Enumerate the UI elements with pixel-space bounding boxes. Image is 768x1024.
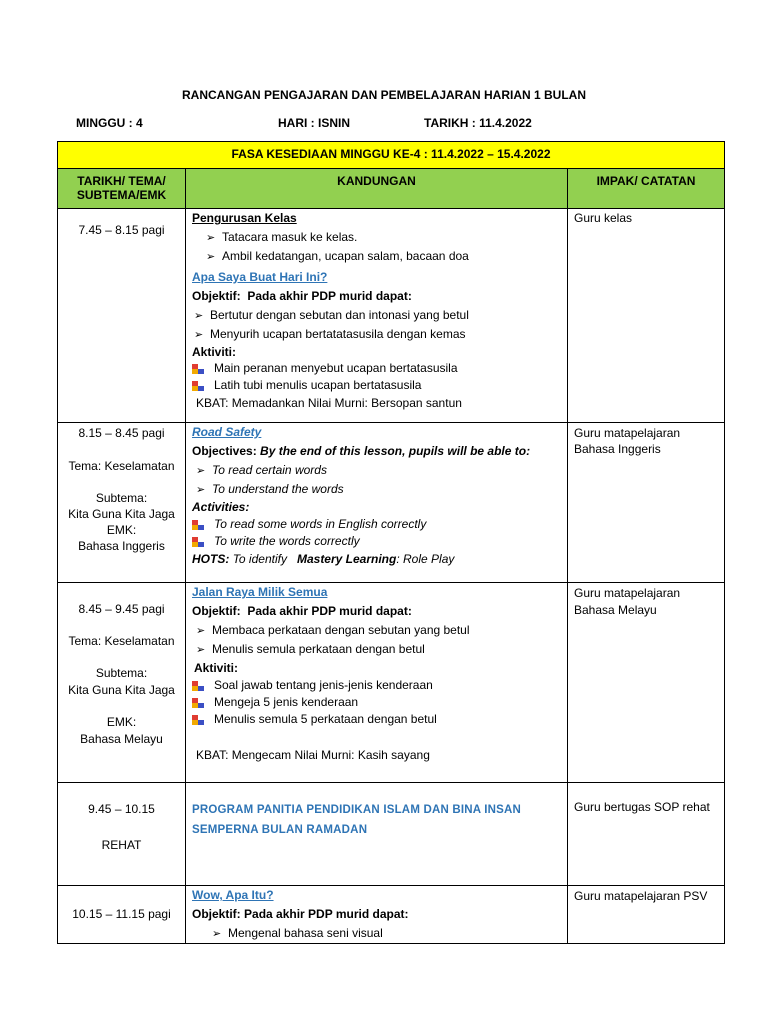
subtheme-value: Kita Guna Kita Jaga bbox=[68, 683, 175, 697]
flag-bullet-icon bbox=[192, 520, 204, 530]
objective-line: Objektif: Pada akhir PDP murid dapat: bbox=[192, 907, 409, 921]
list-item: ➢ Tatacara masuk ke kelas. bbox=[192, 228, 567, 247]
day-label: HARI : ISNIN bbox=[278, 116, 350, 130]
kbat-line: KBAT: Memadankan Nilai Murni: Bersopan santun bbox=[196, 396, 462, 410]
table-row bbox=[58, 783, 725, 886]
arrow-bullet-icon: ➢ bbox=[212, 928, 222, 940]
flag-bullet-icon bbox=[192, 381, 204, 391]
time-slot: 8.45 – 9.45 pagi bbox=[78, 602, 165, 616]
lesson-title: Apa Saya Buat Hari Ini? bbox=[192, 270, 328, 284]
arrow-bullet-icon: ➢ bbox=[196, 465, 206, 477]
kbat-line: KBAT: Mengecam Nilai Murni: Kasih sayang bbox=[196, 748, 430, 762]
list-item: Mengeja 5 jenis kenderaan bbox=[192, 694, 567, 711]
impact-note: Guru kelas bbox=[574, 211, 633, 225]
impact-note: Guru matapelajaran Bahasa Melayu bbox=[574, 586, 681, 617]
time-slot: 7.45 – 8.15 pagi bbox=[78, 223, 165, 237]
emk-value: Bahasa Inggeris bbox=[78, 539, 165, 553]
program-line: PROGRAM PANITIA PENDIDIKAN ISLAM DAN BINA INSAN bbox=[192, 804, 522, 816]
column-header-content: KANDUNGAN bbox=[186, 169, 568, 209]
table-row bbox=[58, 423, 725, 583]
phase-header: FASA KESEDIAAN MINGGU KE-4 : 11.4.2022 – 15.4.2022 bbox=[58, 142, 725, 169]
list-item: ➢ Ambil kedatangan, ucapan salam, bacaan doa bbox=[192, 247, 567, 266]
time-slot: 9.45 – 10.15 bbox=[88, 802, 155, 816]
lesson-title: Jalan Raya Milik Semua bbox=[192, 585, 328, 599]
time-slot: 10.15 – 11.15 pagi bbox=[72, 907, 171, 921]
column-header-date: TARIKH/ TEMA/ SUBTEMA/EMK bbox=[58, 169, 186, 209]
arrow-bullet-icon: ➢ bbox=[206, 251, 216, 263]
column-header-impact: IMPAK/ CATATAN bbox=[568, 169, 725, 209]
activity-label: Aktiviti: bbox=[192, 345, 237, 359]
arrow-bullet-icon: ➢ bbox=[194, 310, 204, 322]
emk-value: Bahasa Melayu bbox=[80, 732, 163, 746]
arrow-bullet-icon: ➢ bbox=[206, 232, 216, 244]
subtheme-label: Subtema: bbox=[95, 491, 148, 505]
arrow-bullet-icon: ➢ bbox=[196, 625, 206, 637]
arrow-bullet-icon: ➢ bbox=[196, 484, 206, 496]
list-item: ➢ Membaca perkataan dengan sebutan yang betul bbox=[192, 621, 567, 640]
hots-line: HOTS: To identify Mastery Learning: Role Play bbox=[192, 552, 455, 566]
list-item: ➢ To understand the words bbox=[192, 480, 567, 499]
time-slot: 8.15 – 8.45 pagi bbox=[78, 426, 165, 440]
lesson-plan-table bbox=[57, 141, 725, 944]
week-label: MINGGU : 4 bbox=[76, 116, 143, 130]
break-label: REHAT bbox=[101, 838, 142, 852]
list-item: ➢ Menulis semula perkataan dengan betul bbox=[192, 640, 567, 659]
list-item: To read some words in English correctly bbox=[192, 516, 567, 533]
list-item: ➢ Menyurih ucapan bertatatasusila dengan kemas bbox=[192, 325, 567, 344]
activity-label: Aktiviti: bbox=[194, 661, 239, 675]
list-item: ➢ Bertutur dengan sebutan dan intonasi yang betul bbox=[192, 306, 567, 325]
flag-bullet-icon bbox=[192, 681, 204, 691]
impact-note: Guru matapelajaran PSV bbox=[574, 889, 708, 903]
list-item: Soal jawab tentang jenis-jenis kenderaan bbox=[192, 677, 567, 694]
list-item: Main peranan menyebut ucapan bertatasusila bbox=[192, 360, 567, 377]
table-row bbox=[58, 209, 725, 423]
impact-note: Guru bertugas SOP rehat bbox=[574, 800, 710, 814]
list-item: Latih tubi menulis ucapan bertatasusila bbox=[192, 377, 567, 394]
table-row bbox=[58, 583, 725, 783]
lesson-title: Wow, Apa Itu? bbox=[192, 888, 274, 902]
emk-label: EMK: bbox=[106, 715, 137, 729]
list-item: ➢ Mengenal bahasa seni visual bbox=[192, 924, 567, 943]
flag-bullet-icon bbox=[192, 698, 204, 708]
flag-bullet-icon bbox=[192, 364, 204, 374]
flag-bullet-icon bbox=[192, 715, 204, 725]
impact-note: Guru matapelajaran Bahasa Inggeris bbox=[574, 426, 681, 456]
objective-line: Objektif: Pada akhir PDP murid dapat: bbox=[192, 289, 412, 303]
list-item: ➢ To read certain words bbox=[192, 461, 567, 480]
arrow-bullet-icon: ➢ bbox=[196, 644, 206, 656]
objective-line: Objektif: Pada akhir PDP murid dapat: bbox=[192, 604, 412, 618]
date-label: TARIKH : 11.4.2022 bbox=[424, 116, 532, 130]
program-line: SEMPERNA BULAN RAMADAN bbox=[192, 824, 368, 836]
subtheme-value: Kita Guna Kita Jaga bbox=[68, 507, 175, 521]
table-row bbox=[58, 886, 725, 944]
list-item: To write the words correctly bbox=[192, 533, 567, 550]
page-title: RANCANGAN PENGAJARAN DAN PEMBELAJARAN HARIAN 1 BULAN bbox=[181, 88, 586, 102]
theme-label: Tema: Keselamatan bbox=[68, 634, 175, 648]
flag-bullet-icon bbox=[192, 537, 204, 547]
theme-label: Tema: Keselamatan bbox=[68, 459, 175, 473]
objective-line: Objectives: By the end of this lesson, pupils will be able to: bbox=[192, 444, 531, 458]
arrow-bullet-icon: ➢ bbox=[194, 329, 204, 341]
list-item: Menulis semula 5 perkataan dengan betul bbox=[192, 711, 567, 728]
subtheme-label: Subtema: bbox=[95, 666, 148, 680]
section-title: Pengurusan Kelas bbox=[192, 211, 297, 225]
emk-label: EMK: bbox=[106, 523, 137, 537]
activity-label: Activities: bbox=[192, 500, 250, 514]
lesson-title: Road Safety bbox=[192, 425, 262, 439]
